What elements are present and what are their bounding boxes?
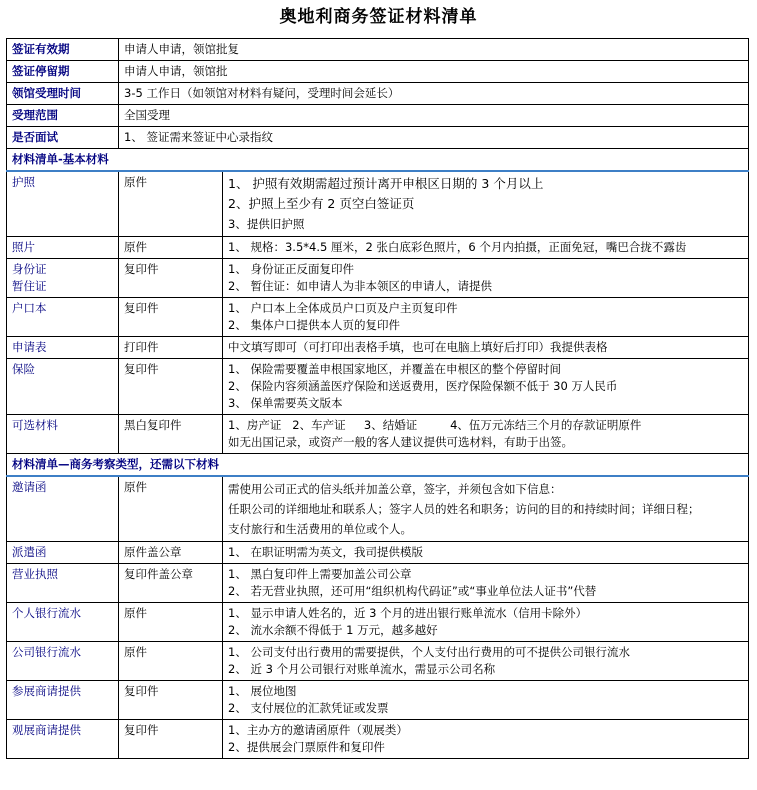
material-details: 1、主办方的邀请函原件（观展类） 2、提供展会门票原件和复印件 (223, 720, 749, 759)
material-row (7, 642, 749, 681)
material-details: 1、 显示申请人姓名的，近 3 个月的进出银行账单流水（信用卡除外） 2、 流水余额不得低于 1 万元，越多越好 (223, 603, 749, 642)
info-value: 申请人申请，领馆批复 (119, 39, 749, 61)
material-name: 公司银行流水 (7, 642, 119, 681)
material-row (7, 171, 749, 237)
material-row (7, 720, 749, 759)
material-name: 个人银行流水 (7, 603, 119, 642)
material-row (7, 476, 749, 542)
material-row (7, 415, 749, 454)
material-name: 观展商请提供 (7, 720, 119, 759)
material-details: 1、 公司支付出行费用的需要提供，个人支付出行费用的可不提供公司银行流水 2、 近 3 个月公司银行对账单流水，需显示公司名称 (223, 642, 749, 681)
material-row (7, 603, 749, 642)
info-label: 签证停留期 (7, 61, 119, 83)
section-header (7, 454, 749, 477)
material-name: 申请表 (7, 337, 119, 359)
material-type: 复印件 (119, 259, 223, 298)
material-type: 黑白复印件 (119, 415, 223, 454)
material-type: 复印件 (119, 720, 223, 759)
info-value: 申请人申请，领馆批 (119, 61, 749, 83)
material-name: 派遣函 (7, 542, 119, 564)
info-row (7, 105, 749, 127)
info-value: 1、 签证需来签证中心录指纹 (119, 127, 749, 149)
material-details: 需使用公司正式的信头纸并加盖公章，签字，并须包含如下信息： 任职公司的详细地址和联系人；签字人员的姓名和职务；访问的目的和持续时间；详细日程； 支付旅行和生活费用的单位或个人。 (223, 476, 749, 542)
visa-materials-table (6, 38, 749, 759)
material-details: 1、 护照有效期需超过预计离开申根区日期的 3 个月以上 2、护照上至少有 2 页空白签证页 3、提供旧护照 (223, 171, 749, 237)
material-type: 复印件 (119, 681, 223, 720)
info-value: 全国受理 (119, 105, 749, 127)
material-details: 1、 展位地图 2、 支付展位的汇款凭证或发票 (223, 681, 749, 720)
material-details: 中文填写即可（可打印出表格手填，也可在电脑上填好后打印）我提供表格 (223, 337, 749, 359)
material-details: 1、 户口本上全体成员户口页及户主页复印件 2、 集体户口提供本人页的复印件 (223, 298, 749, 337)
material-type: 复印件 (119, 298, 223, 337)
material-row (7, 337, 749, 359)
material-row (7, 237, 749, 259)
material-type: 原件 (119, 171, 223, 237)
material-row (7, 681, 749, 720)
material-name: 户口本 (7, 298, 119, 337)
info-label: 受理范围 (7, 105, 119, 127)
material-name: 护照 (7, 171, 119, 237)
material-row (7, 542, 749, 564)
material-name: 参展商请提供 (7, 681, 119, 720)
material-details: 1、 规格：3.5*4.5 厘米，2 张白底彩色照片，6 个月内拍摄，正面免冠，嘴巴合拢不露齿 (223, 237, 749, 259)
info-row (7, 39, 749, 61)
info-label: 签证有效期 (7, 39, 119, 61)
info-row (7, 127, 749, 149)
info-label: 是否面试 (7, 127, 119, 149)
material-row (7, 564, 749, 603)
material-row (7, 259, 749, 298)
material-details: 1、 在职证明需为英文，我司提供模版 (223, 542, 749, 564)
material-name: 照片 (7, 237, 119, 259)
material-type: 原件 (119, 237, 223, 259)
material-details: 1、 黑白复印件上需要加盖公司公章 2、 若无营业执照，还可用“组织机构代码证”或“事业单位法人证书”代替 (223, 564, 749, 603)
material-type: 原件盖公章 (119, 542, 223, 564)
material-details: 1、房产证 2、车产证 3、结婚证 4、伍万元冻结三个月的存款证明原件 如无出国记录，或资产一般的客人建议提供可选材料，有助于出签。 (223, 415, 749, 454)
material-name: 营业执照 (7, 564, 119, 603)
material-type: 复印件盖公章 (119, 564, 223, 603)
material-type: 原件 (119, 642, 223, 681)
section-header (7, 149, 749, 172)
material-row (7, 359, 749, 415)
material-type: 打印件 (119, 337, 223, 359)
material-row (7, 298, 749, 337)
material-details: 1、 身份证正反面复印件 2、 暂住证：如申请人为非本领区的申请人，请提供 (223, 259, 749, 298)
page-title: 奥地利商务签证材料清单 (279, 7, 478, 27)
material-type: 复印件 (119, 359, 223, 415)
material-name: 身份证 暂住证 (7, 259, 119, 298)
material-type: 原件 (119, 476, 223, 542)
info-row (7, 61, 749, 83)
section-title: 材料清单—商务考察类型，还需以下材料 (7, 454, 749, 477)
section-title: 材料清单-基本材料 (7, 149, 749, 172)
info-row (7, 83, 749, 105)
info-value: 3-5 工作日（如领馆对材料有疑问，受理时间会延长） (119, 83, 749, 105)
info-label: 领馆受理时间 (7, 83, 119, 105)
material-name: 保险 (7, 359, 119, 415)
material-name: 邀请函 (7, 476, 119, 542)
material-details: 1、 保险需要覆盖申根国家地区，并覆盖在申根区的整个停留时间 2、 保险内容须涵盖医疗保险和送返费用，医疗保险保额不低于 30 万人民币 3、 保单需要英文版本 (223, 359, 749, 415)
material-name: 可选材料 (7, 415, 119, 454)
material-type: 原件 (119, 603, 223, 642)
